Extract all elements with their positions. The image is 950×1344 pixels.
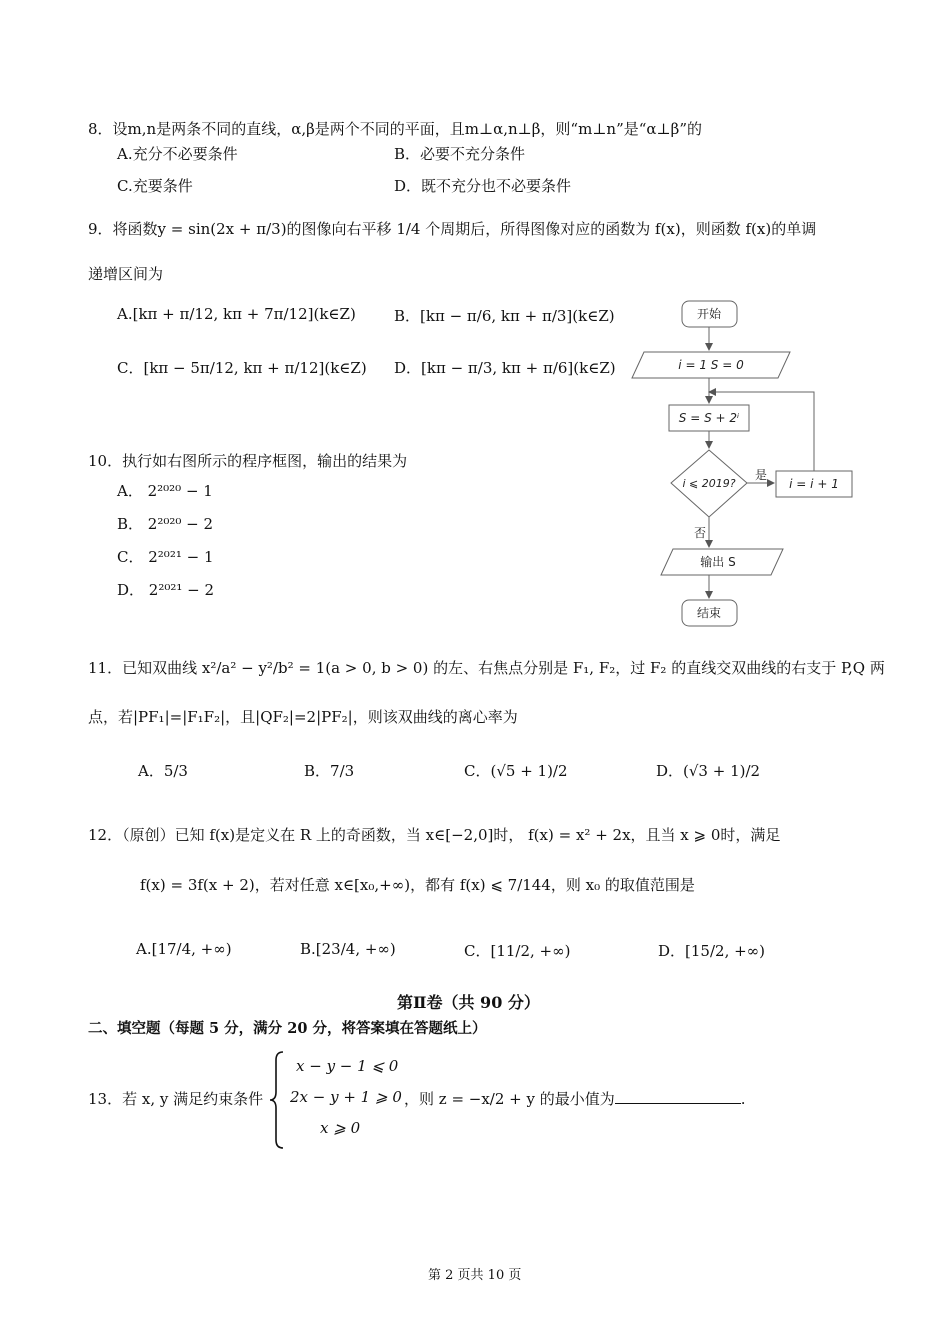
flow-output-label: 输出 S [700,555,736,569]
flow-no-label: 否 [693,526,707,540]
q13-brace [268,1050,286,1150]
q12-stem: 12．（原创）已知 f(x)是定义在 R 上的奇函数，当 x∈[−2,0]时， f(x) = x² + 2x，且当 x ⩾ 0时，满足 [88,826,781,844]
q12-option-b: B.[23/4, +∞) [300,940,396,958]
q8-option-b: B．必要不充分条件 [394,145,526,163]
flow-process-label: S = S + 2ⁱ [678,411,740,425]
q13-constraint-1: x − y − 1 ⩽ 0 [296,1057,399,1075]
q13-constraint-3: x ⩾ 0 [320,1119,361,1137]
q9-option-c: C．[kπ − 5π/12, kπ + π/12](k∈Z) [117,359,367,377]
section2-title: 第Ⅱ卷（共 90 分） [397,993,540,1012]
q13-constraint-2: 2x − y + 1 ⩾ 0 [290,1088,402,1106]
q10-option-d: D． 2²⁰²¹ − 2 [117,581,215,599]
page-footer: 第 2 页共 10 页 [428,1268,522,1283]
flow-yes-label: 是 [754,468,768,482]
flow-start-label: 开始 [696,307,722,321]
q8-option-c: C.充要条件 [117,177,193,195]
q11-option-d: D．(√3 + 1)/2 [656,762,761,780]
q13-prefix: 13．若 x, y 满足约束条件 [88,1090,264,1108]
q9-option-a: A.[kπ + π/12, kπ + 7π/12](k∈Z) [117,305,356,323]
flow-end-label: 结束 [696,606,722,620]
q13-suffix-text: ，则 z = −x/2 + y 的最小值为 [404,1090,615,1108]
q12-stem-cont: f(x) = 3f(x + 2)，若对任意 x∈[x₀,+∞)，都有 f(x) ⩽ 7/144，则 x₀ 的取值范围是 [140,876,695,894]
program-flowchart [620,290,870,635]
q12-option-a: A.[17/4, +∞) [136,940,232,958]
q9-stem-cont: 递增区间为 [88,265,164,283]
flow-init-label: i = 1 S = 0 [678,358,744,372]
q9-option-b: B．[kπ − π/6, kπ + π/3](k∈Z) [394,307,615,325]
q13-answer-blank[interactable] [615,1089,741,1104]
section2-subtitle: 二、填空题（每题 5 分，满分 20 分，将答案填在答题纸上） [88,1020,487,1037]
flow-increment-label: i = i + 1 [789,477,839,491]
q10-option-a: A． 2²⁰²⁰ − 1 [117,482,213,500]
q11-option-b: B．7/3 [304,762,355,780]
q10-option-b: B． 2²⁰²⁰ − 2 [117,515,214,533]
q12-option-c: C．[11/2, +∞) [464,942,571,960]
q10-option-c: C． 2²⁰²¹ − 1 [117,548,214,566]
q8-option-a: A.充分不必要条件 [117,145,238,163]
q8-option-d: D．既不充分也不必要条件 [394,177,572,195]
q11-stem-cont: 点，若|PF₁|=|F₁F₂|，且|QF₂|=2|PF₂|，则该双曲线的离心率为 [88,708,518,726]
q9-option-d: D．[kπ − π/3, kπ + π/6](k∈Z) [394,359,616,377]
q10-stem: 10．执行如右图所示的程序框图，输出的结果为 [88,452,408,470]
q9-stem: 9．将函数y = sin(2x + π/3)的图像向右平移 1/4 个周期后，所得图像对应的函数为 f(x)，则函数 f(x)的单调 [88,220,817,238]
q11-option-a: A．5/3 [138,762,188,780]
q12-option-d: D．[15/2, +∞) [658,942,766,960]
q11-option-c: C．(√5 + 1)/2 [464,762,568,780]
q13-suffix [404,1088,746,1109]
q8-stem: 8．设m,n是两条不同的直线，α,β是两个不同的平面，且m⊥α,n⊥β，则“m⊥n”是“α⊥β”的 [88,120,703,138]
q13-end: . [740,1090,746,1108]
q11-stem: 11．已知双曲线 x²/a² − y²/b² = 1(a > 0, b > 0) 的左、右焦点分别是 F₁, F₂，过 F₂ 的直线交双曲线的右支于 P,Q 两 [88,659,885,677]
flow-decision-label: i ⩽ 2019? [682,477,736,490]
